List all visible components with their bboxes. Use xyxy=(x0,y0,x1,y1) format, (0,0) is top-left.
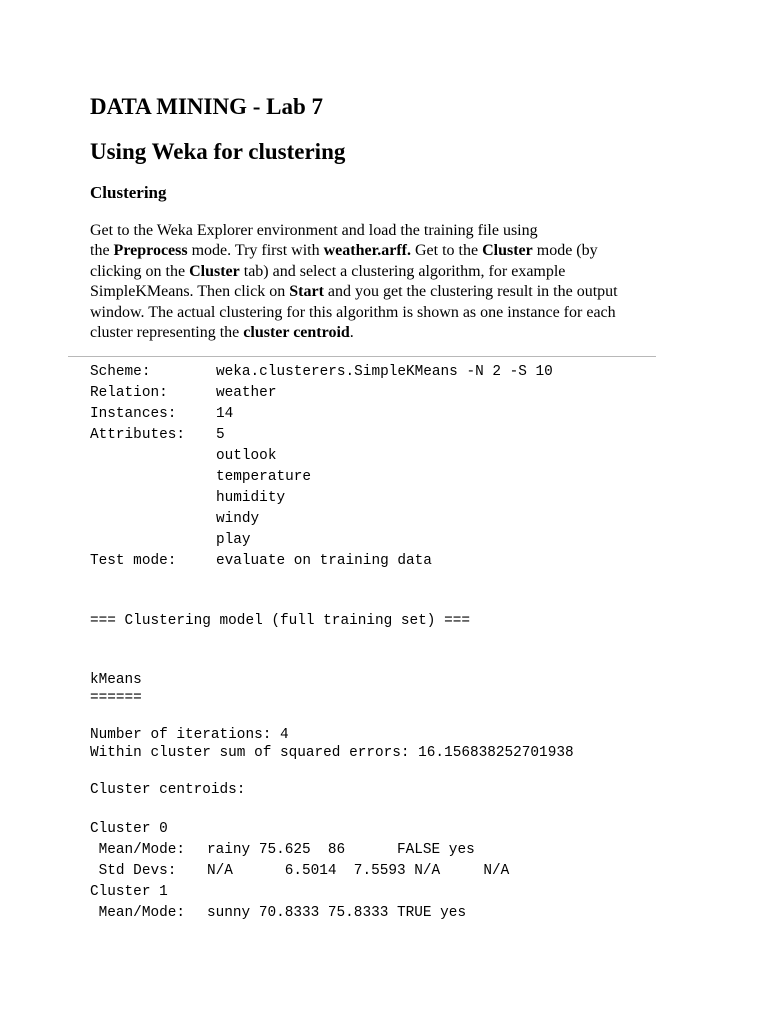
start-term: Start xyxy=(289,283,324,301)
instances-value: 14 xyxy=(216,406,234,422)
intro-line: clicking on the Cluster tab) and select a clustering algorithm, for example xyxy=(90,262,566,280)
attribute-item: humidity xyxy=(216,490,286,506)
scheme-value: weka.clusterers.SimpleKMeans -N 2 -S 10 xyxy=(216,364,553,380)
section-heading: Clustering xyxy=(90,183,167,202)
page-subtitle: Using Weka for clustering xyxy=(90,139,346,164)
page-title: DATA MINING - Lab 7 xyxy=(90,94,323,119)
instances-label: Instances: xyxy=(90,406,177,422)
intro-line: SimpleKMeans. Then click on Start and you get the clustering result in the output xyxy=(90,283,618,301)
cluster-0-std-line xyxy=(90,861,509,882)
cluster-0-std-values: N/A 6.5014 7.5593 N/A N/A xyxy=(207,863,510,879)
std-devs-label: Std Devs: xyxy=(90,863,177,879)
attribute-item: temperature xyxy=(216,469,311,485)
attributes-line xyxy=(90,425,225,446)
intro-paragraph xyxy=(90,221,660,343)
cluster-1-mean-values: sunny 70.8333 75.8333 TRUE yes xyxy=(207,905,467,921)
section-divider xyxy=(68,356,656,357)
scheme-label: Scheme: xyxy=(90,364,151,380)
attribute-item: play xyxy=(216,532,251,548)
cluster-tab-term: Cluster xyxy=(189,262,240,280)
testmode-label: Test mode: xyxy=(90,553,177,569)
intro-line: Get to the Weka Explorer environment and load the training file using xyxy=(90,222,538,239)
testmode-value: evaluate on training data xyxy=(216,553,432,569)
attributes-value: 5 xyxy=(216,427,225,443)
cluster-1-name: Cluster 1 xyxy=(90,884,168,900)
cluster-0-mean-values: rainy 75.625 86 FALSE yes xyxy=(207,842,475,858)
centroids-header: Cluster centroids: xyxy=(90,782,246,798)
mean-mode-label: Mean/Mode: xyxy=(90,905,185,921)
mean-mode-label: Mean/Mode: xyxy=(90,842,185,858)
sse-line: Within cluster sum of squared errors: 16.156838252701938 xyxy=(90,745,574,761)
iterations-line: Number of iterations: 4 xyxy=(90,727,289,743)
instances-line xyxy=(90,404,233,425)
weather-file-term: weather.arff. xyxy=(323,242,411,260)
cluster-0-name: Cluster 0 xyxy=(90,821,168,837)
relation-value: weather xyxy=(216,385,277,401)
relation-line xyxy=(90,383,276,404)
model-header: === Clustering model (full training set) === xyxy=(90,613,470,629)
cluster-term: Cluster xyxy=(482,242,533,260)
intro-line: the Preprocess mode. Try first with weather.arff. Get to the Cluster mode (by xyxy=(90,242,598,260)
algorithm-underline: ====== xyxy=(90,690,142,706)
preprocess-term: Preprocess xyxy=(113,242,188,260)
testmode-line xyxy=(90,551,432,572)
cluster-0-mean-line xyxy=(90,840,475,861)
scheme-line xyxy=(90,362,553,383)
attribute-item: outlook xyxy=(216,448,277,464)
attribute-item: windy xyxy=(216,511,260,527)
algorithm-name: kMeans xyxy=(90,672,142,688)
cluster-1-mean-line xyxy=(90,903,466,924)
intro-line: window. The actual clustering for this algorithm is shown as one instance for each xyxy=(90,303,616,321)
cluster-centroid-term: cluster centroid xyxy=(243,324,350,342)
intro-line: cluster representing the cluster centroid. xyxy=(90,324,354,342)
attributes-label: Attributes: xyxy=(90,427,185,443)
relation-label: Relation: xyxy=(90,385,168,401)
